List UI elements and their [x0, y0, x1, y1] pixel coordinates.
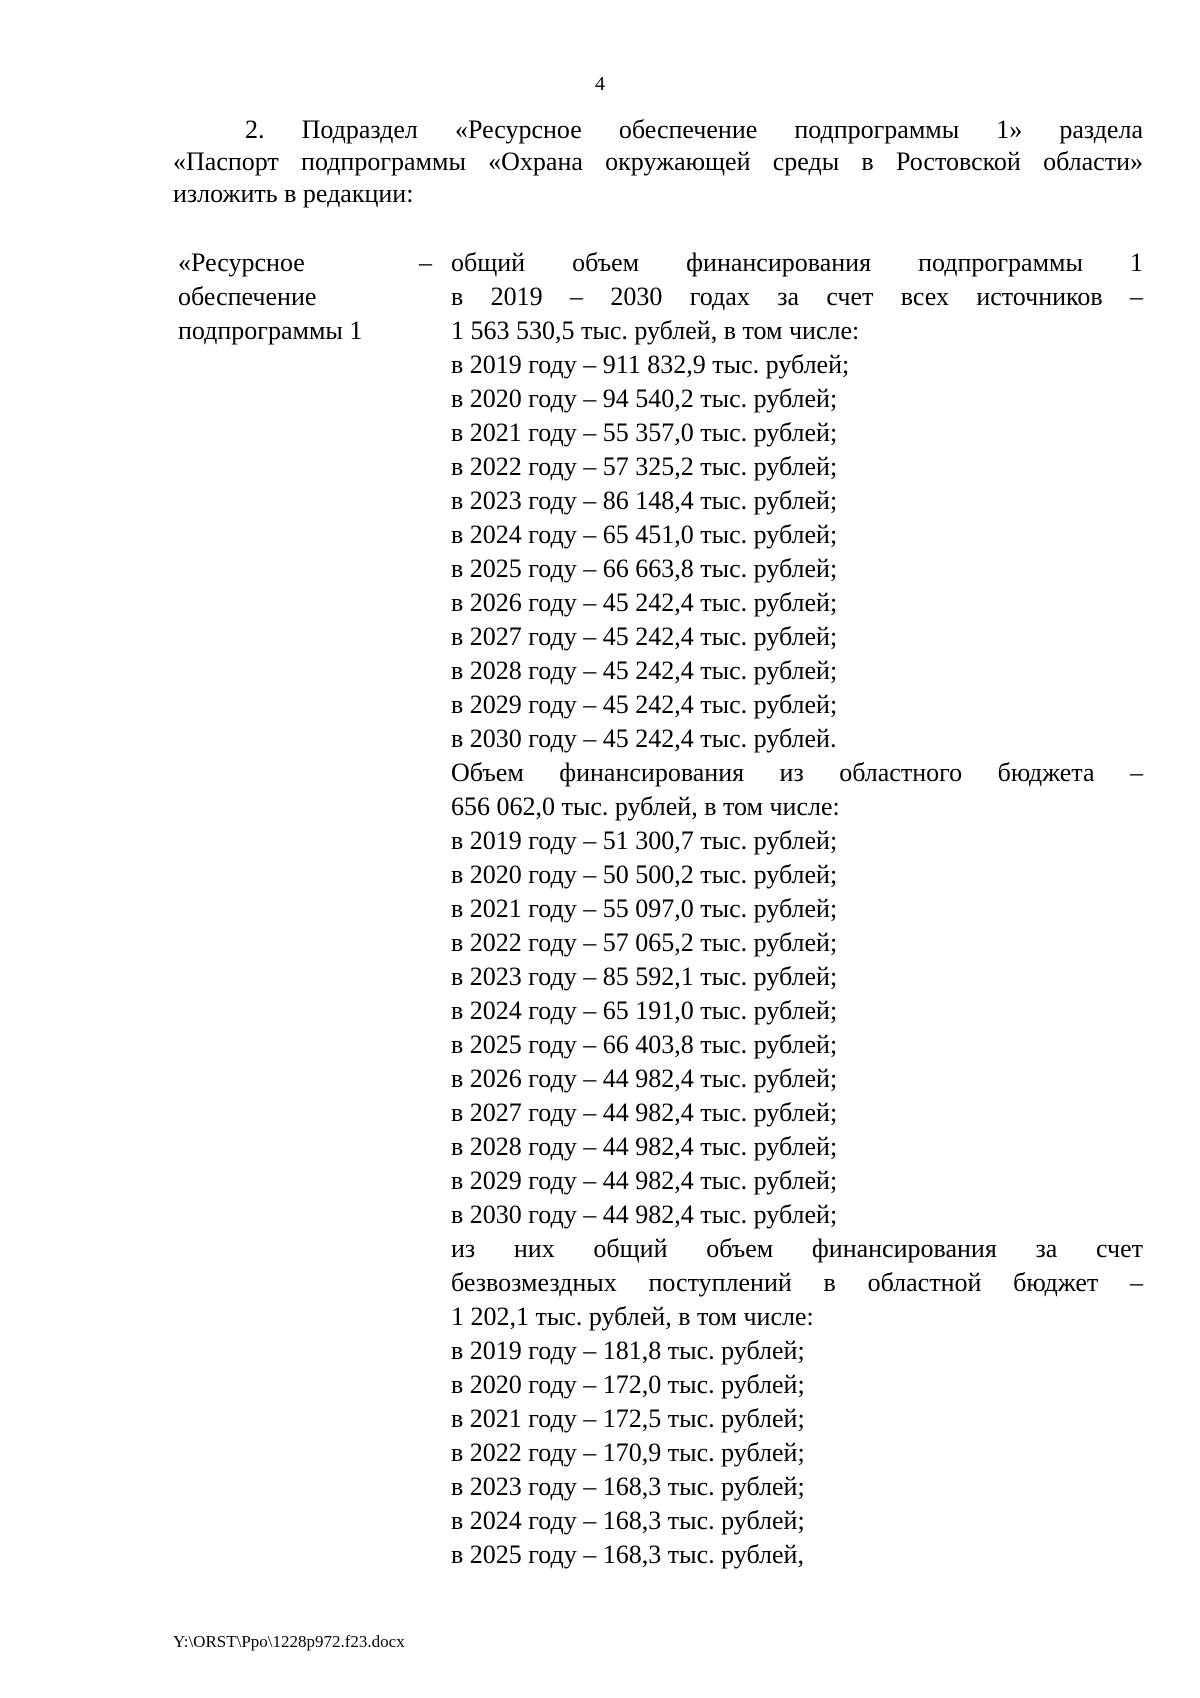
intro-line: «Паспорт подпрограммы «Охрана окружающей среды в Ростовской области» [173, 147, 1143, 176]
funding-line: в 2027 году – 44 982,4 тыс. рублей; [451, 1098, 838, 1127]
label-line: «Ресурсное [178, 248, 305, 277]
funding-line: общий объем финансирования подпрограммы 1 [451, 248, 1143, 277]
funding-line: в 2023 году – 168,3 тыс. рублей; [451, 1472, 805, 1501]
funding-line: в 2020 году – 94 540,2 тыс. рублей; [451, 384, 838, 413]
funding-line: в 2024 году – 65 191,0 тыс. рублей; [451, 996, 838, 1025]
funding-line: в 2024 году – 65 451,0 тыс. рублей; [451, 520, 838, 549]
label-line: обеспечение [178, 282, 317, 311]
funding-line: в 2021 году – 55 097,0 тыс. рублей; [451, 894, 838, 923]
funding-line: в 2021 году – 55 357,0 тыс. рублей; [451, 418, 838, 447]
page-number: 4 [595, 73, 605, 95]
funding-line: в 2029 году – 45 242,4 тыс. рублей; [451, 690, 838, 719]
funding-line: в 2022 году – 57 325,2 тыс. рублей; [451, 452, 838, 481]
footer-file-path: Y:\ORST\Ppo\1228p972.f23.docx [173, 1632, 405, 1651]
funding-line: безвозмездных поступлений в областной бюджет – [451, 1268, 1143, 1297]
funding-line: в 2023 году – 86 148,4 тыс. рублей; [451, 486, 838, 515]
intro-line: изложить в редакции: [173, 179, 414, 208]
funding-line: в 2025 году – 66 663,8 тыс. рублей; [451, 554, 838, 583]
funding-line: в 2020 году – 50 500,2 тыс. рублей; [451, 860, 838, 889]
funding-line: в 2020 году – 172,0 тыс. рублей; [451, 1370, 805, 1399]
funding-line: 1 202,1 тыс. рублей, в том числе: [451, 1302, 814, 1331]
funding-line: в 2019 году – 181,8 тыс. рублей; [451, 1336, 805, 1365]
funding-line: в 2019 году – 911 832,9 тыс. рублей; [451, 350, 850, 379]
funding-line: в 2026 году – 44 982,4 тыс. рублей; [451, 1064, 838, 1093]
funding-line: в 2026 году – 45 242,4 тыс. рублей; [451, 588, 838, 617]
funding-line: в 2028 году – 45 242,4 тыс. рублей; [451, 656, 838, 685]
resource-label-column [178, 246, 408, 348]
funding-line: в 2019 году – 51 300,7 тыс. рублей; [451, 826, 838, 855]
funding-line: в 2022 году – 57 065,2 тыс. рублей; [451, 928, 838, 957]
intro-paragraph [173, 114, 1143, 210]
funding-line: 1 563 530,5 тыс. рублей, в том числе: [451, 316, 860, 345]
funding-line: 656 062,0 тыс. рублей, в том числе: [451, 792, 840, 821]
funding-line: в 2019 – 2030 годах за счет всех источников – [451, 282, 1143, 311]
funding-line: из них общий объем финансирования за счет [451, 1234, 1143, 1263]
funding-line: в 2023 году – 85 592,1 тыс. рублей; [451, 962, 838, 991]
funding-line: в 2022 году – 170,9 тыс. рублей; [451, 1438, 805, 1467]
funding-line: в 2027 году – 45 242,4 тыс. рублей; [451, 622, 838, 651]
funding-content-column [451, 246, 1143, 1572]
funding-line: в 2025 году – 66 403,8 тыс. рублей; [451, 1030, 838, 1059]
intro-line: 2. Подраздел «Ресурсное обеспечение подпрограммы 1» раздела [245, 115, 1143, 144]
funding-line: в 2021 году – 172,5 тыс. рублей; [451, 1404, 805, 1433]
funding-line: в 2030 году – 45 242,4 тыс. рублей. [451, 724, 837, 753]
funding-line: в 2025 году – 168,3 тыс. рублей, [451, 1540, 804, 1569]
funding-line: в 2030 году – 44 982,4 тыс. рублей; [451, 1200, 838, 1229]
label-dash: – [419, 248, 432, 277]
funding-line: в 2029 году – 44 982,4 тыс. рублей; [451, 1166, 838, 1195]
funding-line: в 2024 году – 168,3 тыс. рублей; [451, 1506, 805, 1535]
funding-line: в 2028 году – 44 982,4 тыс. рублей; [451, 1132, 838, 1161]
label-line: подпрограммы 1 [178, 316, 363, 345]
funding-line: Объем финансирования из областного бюджета – [451, 758, 1143, 787]
